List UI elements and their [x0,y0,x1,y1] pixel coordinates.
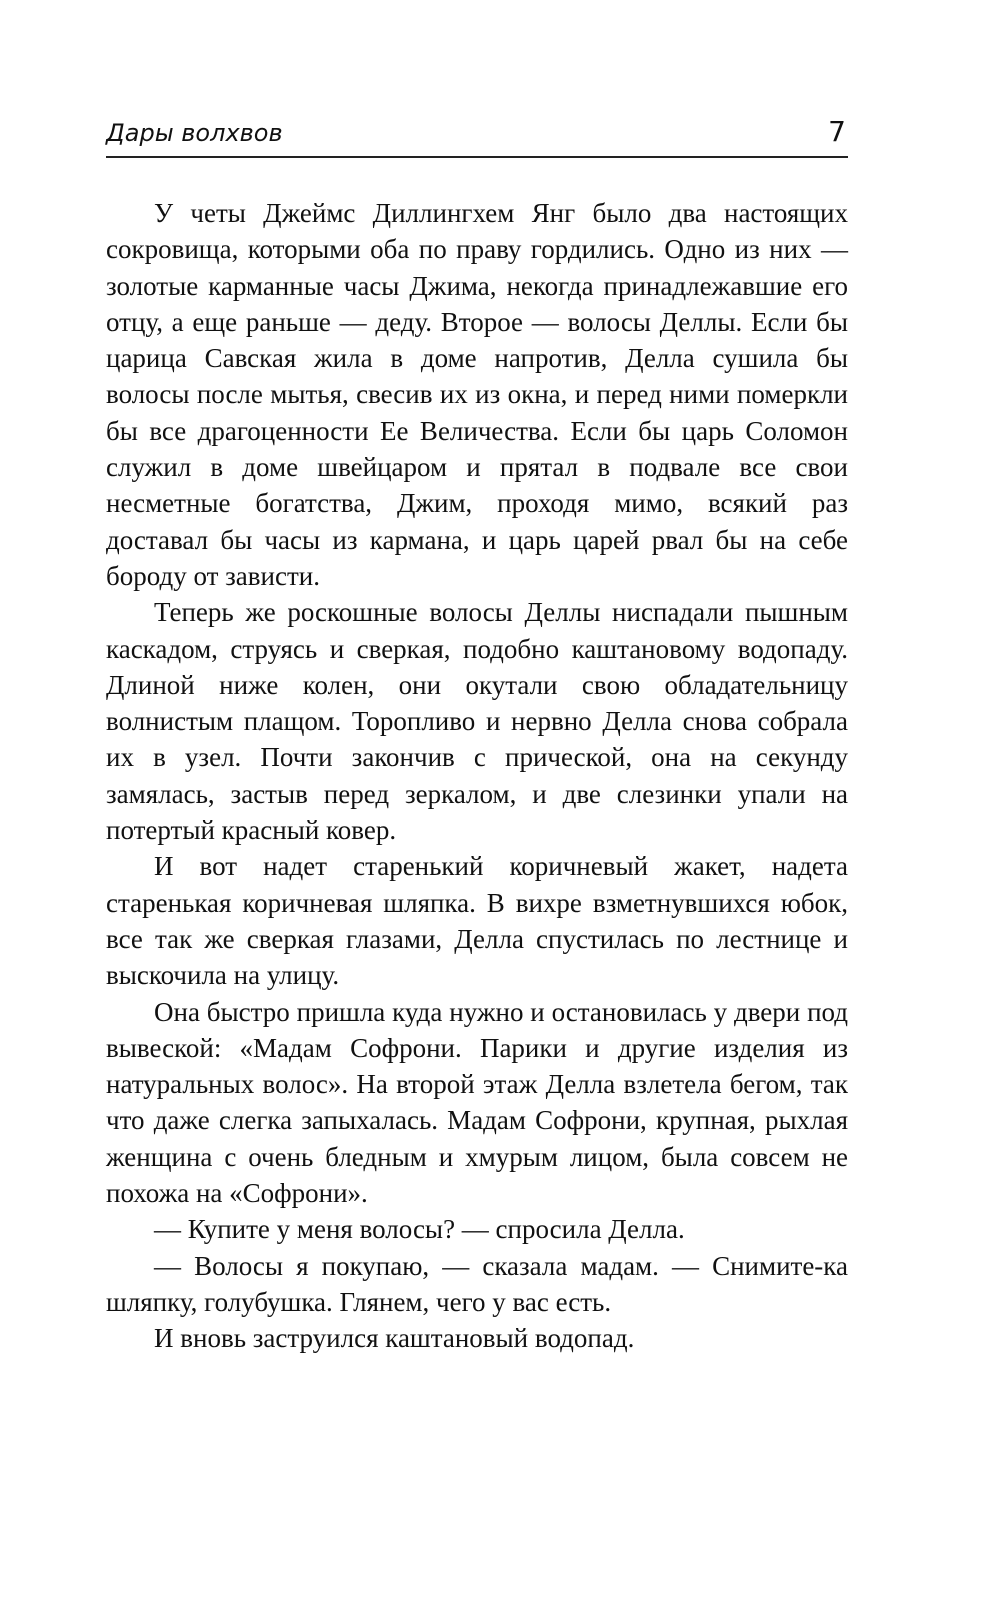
paragraph: — Купите у меня волосы? — спросила Делла. [154,1214,685,1245]
paragraph: И вот надет старенький коричневый жакет, надета старенькая коричневая шляпка. В вихре взметнувшихся юбок, все так же сверкая глазами, Делла спустилась по лестнице и выскочила на улицу. [106,851,848,991]
paragraph: Теперь же роскошные волосы Деллы ниспадали пышным каскадом, струясь и сверкая, подобно каштановому водопаду. Длиной ниже колен, они окутали свою обладательницу волнистым плащом. Торопливо и нервно Делла снова собрала их в узел. Почти закончив с прической, она на секунду замялась, застыв перед зеркалом, и две слезинки упали на потертый красный ковер. [106,597,848,846]
page-header [106,115,848,158]
running-title: Дары волхвов [106,119,283,147]
paragraph: И вновь заструился каштановый водопад. [154,1323,635,1354]
paragraph: Она быстро пришла куда нужно и остановилась у двери под вывеской: «Мадам Софрони. Парики и другие изделия из натуральных волос». На второй этаж Делла взлетела бегом, так что даже слегка запыхалась. Мадам Софрони, крупная, рыхлая женщина с очень бледным и хмурым лицом, была совсем не похожа на «Софрони». [106,996,848,1209]
paragraph: — Волосы я покупаю, — сказала мадам. — Снимите-ка шляпку, голубушка. Глянем, чего у вас есть. [106,1250,848,1317]
body-text [106,195,848,1357]
page-number: 7 [828,115,846,148]
paragraph: У четы Джеймс Диллингхем Янг было два настоящих сокровища, которыми оба по праву гордились. Одно из них — золотые карманные часы Джима, некогда принадлежавшие его отцу, а еще раньше — деду. Второе — волосы Деллы. Если бы царица Савская жила в доме напротив, Делла сушила бы волосы после мытья, свесив их из окна, и перед ними померкли бы все драгоценности Ее Величества. Если бы царь Соломон служил в доме швейцаром и прятал в подвале все свои несметные богатства, Джим, проходя мимо, всякий раз доставал бы часы из кармана, и царь царей рвал бы на себе бороду от зависти. [106,198,848,591]
